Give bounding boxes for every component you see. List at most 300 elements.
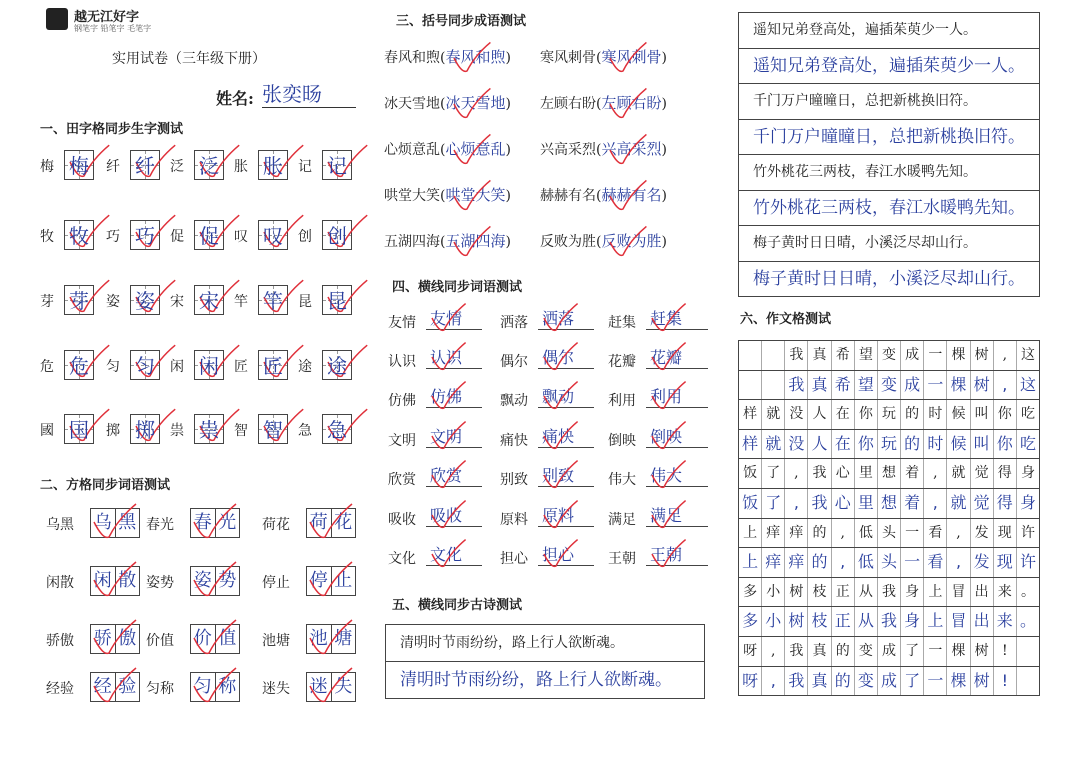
essay-cell: 我 [807,459,830,488]
paren-open: ( [596,234,602,250]
check-mark [652,343,686,370]
essay-cell: 叫 [970,400,993,429]
poem-handwritten-line: 千门万户曈曈日，总把新桃换旧符。 [739,119,1039,155]
essay-cell: 想 [877,489,900,518]
essay-cell: 这 [1016,341,1039,370]
tian-cell [258,220,288,250]
handwritten-char: 记 [327,154,347,178]
essay-cell: 人 [807,430,830,459]
written-line: 飘动 [538,384,594,408]
tian-cell [130,285,160,315]
essay-cell: 树 [970,667,993,696]
section4-title: 四、横线同步词语测试 [392,280,523,295]
handwritten-char: 姿 [193,570,212,591]
essay-cell: ! [993,637,1016,666]
check-mark [610,226,646,255]
printed-char: 泛 [170,159,184,175]
check-mark [652,304,686,331]
handwritten-char: 胀 [263,154,283,178]
handwritten-char: 牧 [69,224,89,248]
essay-cell: 枝 [807,578,830,607]
check-mark [454,226,490,255]
printed-idiom: 春风和煦 [384,50,440,66]
tian-cell [130,414,160,444]
check-mark [432,501,466,528]
essay-cell: 小 [761,578,784,607]
essay-cell: 变 [854,667,877,696]
handwritten-char: 国 [69,418,89,442]
essay-cell: 了 [900,667,923,696]
essay-cell: 成 [900,371,923,400]
essay-cell: 了 [900,637,923,666]
handwritten-char: 乌 [93,512,112,533]
essay-cell: 我 [784,341,807,370]
handwritten-char: 经 [93,676,112,697]
essay-cell: , [993,341,1016,370]
essay-cell: 样 [742,433,759,453]
tian-cell [194,350,224,380]
check-mark [544,540,578,567]
essay-cell: 树 [970,637,993,666]
printed-char: 梅 [40,159,54,175]
poem-handwritten-line: 清明时节雨纷纷，路上行人欲断魂。 [386,661,704,698]
essay-cell: , [946,519,969,548]
section1-title: 一、田字格同步生字测试 [40,122,184,137]
essay-cell: 望 [854,371,877,400]
essay-cell: 上 [923,578,946,607]
essay-cell: 正 [831,578,854,607]
essay-cell: 出 [970,607,993,636]
check-mark [544,382,578,409]
handwritten-char: 促 [199,224,219,248]
printed-word: 利用 [608,393,636,409]
essay-cell: 候 [946,400,969,429]
essay-cell: 在 [831,400,854,429]
handwritten-char: 危 [69,354,89,378]
essay-cell: 发 [970,519,993,548]
essay-cell: 这 [1016,371,1039,400]
printed-char: 记 [298,159,312,175]
essay-cell: 一 [923,341,946,370]
paren-close: ) [661,50,667,66]
printed-char: 竿 [234,294,248,310]
printed-char: 掷 [106,423,120,439]
handwritten-idiom: 哄堂大笑 [445,186,506,204]
essay-cell: 真 [807,667,830,696]
name-value: 张奕旸 [262,78,356,108]
check-mark [432,382,466,409]
handwritten-char: 竿 [263,289,283,313]
essay-cell: 头 [877,548,900,577]
essay-cell: 我 [807,489,830,518]
paren-close: ) [661,234,667,250]
essay-cell: 你 [993,430,1016,459]
printed-char: 闲 [170,359,184,375]
paren-close: ) [661,96,667,112]
essay-cell: 多 [742,611,759,631]
written-line: 洒落 [538,306,594,330]
poem-handwritten-line: 遥知兄弟登高处，遍插茱萸少一人。 [739,48,1039,84]
paren-open: ( [440,96,446,112]
paren-close: ) [661,142,667,158]
handwritten-idiom: 反败为胜 [601,232,662,250]
paren-close: ) [505,50,511,66]
handwritten-idiom: 寒风刺骨 [601,48,662,66]
printed-word: 花瓣 [608,354,636,370]
essay-cell: 上 [743,524,758,541]
essay-cell: 就 [761,400,784,429]
printed-char: 國 [40,423,54,439]
essay-cell: 呀 [743,642,758,659]
essay-cell: 吃 [1016,400,1039,429]
essay-cell: 身 [1016,489,1039,518]
printed-char: 纤 [106,159,120,175]
written-line: 别致 [538,463,594,487]
essay-cell: 一 [923,371,946,400]
essay-cell: 就 [946,489,969,518]
essay-cell: 痒 [784,548,807,577]
printed-idiom: 兴高采烈 [540,142,596,158]
check-mark [544,304,578,331]
essay-cell: 变 [877,371,900,400]
printed-idiom: 反败为胜 [540,234,596,250]
paren-open: ( [440,142,446,158]
essay-cell: 我 [784,667,807,696]
name-label: 姓名: [216,89,254,108]
essay-cell: 呀 [742,670,759,690]
essay-cell: 看 [923,519,946,548]
written-line: 赶集 [646,306,708,330]
printed-char: 叹 [234,229,248,245]
handwritten-char: 称 [215,673,240,701]
essay-cell: 。 [1016,578,1039,607]
tian-cell [194,285,224,315]
essay-cell: ! [993,667,1016,696]
essay-cell: 变 [854,637,877,666]
tian-cell [64,285,94,315]
essay-cell: 成 [877,637,900,666]
check-mark [454,180,490,209]
check-mark [652,540,686,567]
handwritten-char: 骄 [93,628,112,649]
handwritten-char: 姿 [135,289,155,313]
check-mark [432,304,466,331]
check-mark [610,134,646,163]
handwritten-char: 闲 [199,354,219,378]
handwritten-idiom: 冰天雪地 [445,94,506,112]
printed-char: 创 [298,229,312,245]
essay-cell: 希 [831,341,854,370]
check-mark [652,501,686,528]
printed-word: 认识 [388,354,416,370]
handwritten-char: 散 [115,567,140,595]
section3-title: 三、括号同步成语测试 [396,14,527,29]
essay-cell: , [993,371,1016,400]
essay-cell: 的 [807,548,830,577]
handwritten-char: 值 [215,625,240,653]
essay-cell: 里 [854,489,877,518]
essay-cell: 得 [993,489,1016,518]
essay-cell: 头 [877,519,900,548]
printed-char: 急 [298,423,312,439]
printed-word: 吸收 [388,512,416,528]
check-mark [610,180,646,209]
essay-cell: , [831,548,854,577]
tian-cell [194,414,224,444]
essay-cell: 身 [900,607,923,636]
poem-handwritten-line: 梅子黄时日日晴，小溪泛尽却山行。 [739,261,1039,297]
written-line: 满足 [646,503,708,527]
handwritten-idiom: 心烦意乱 [445,140,506,158]
handwritten-char: 迷 [309,676,328,697]
check-mark [310,562,352,595]
essay-cell: 的 [807,519,830,548]
printed-word: 伟大 [608,472,636,488]
essay-cell: 来 [993,578,1016,607]
essay-cell: , [923,459,946,488]
tian-cell [130,220,160,250]
essay-cell: 成 [877,667,900,696]
essay-cell: 得 [993,459,1016,488]
brand-subtitle: 钢笔字 铅笔字 毛笔字 [74,24,152,33]
printed-char: 危 [40,359,54,375]
check-mark [94,620,136,653]
written-line: 花瓣 [646,345,708,369]
essay-cell: 痒 [761,519,784,548]
essay-cell: 你 [854,400,877,429]
essay-cell: 玩 [877,400,900,429]
printed-char: 智 [234,423,248,439]
written-line: 伟大 [646,463,708,487]
printed-idiom: 寒风刺骨 [540,50,596,66]
essay-cell: 现 [993,519,1016,548]
printed-char: 巧 [106,229,120,245]
essay-cell: 许 [1016,519,1039,548]
handwritten-char: 止 [331,567,356,595]
check-mark [544,501,578,528]
check-mark [94,504,136,537]
essay-cell: 我 [784,637,807,666]
check-mark [432,461,466,488]
printed-idiom: 左顾右盼 [540,96,596,112]
handwritten-char: 巧 [135,224,155,248]
essay-cell: 从 [854,578,877,607]
printed-word: 停止 [262,575,290,591]
handwritten-char: 傲 [115,625,140,653]
check-mark [94,668,136,701]
printed-word: 文化 [388,551,416,567]
check-mark [454,134,490,163]
check-mark [310,668,352,701]
check-mark [310,504,352,537]
handwritten-char: 途 [327,354,347,378]
handwritten-char: 光 [215,509,240,537]
printed-word: 春光 [146,517,174,533]
essay-cell: 正 [831,607,854,636]
essay-cell: 。 [1016,607,1039,636]
printed-word: 价值 [146,633,174,649]
tian-cell [194,220,224,250]
handwritten-idiom: 赫赫有名 [601,186,662,204]
essay-cell: 成 [900,341,923,370]
essay-cell: 低 [854,548,877,577]
essay-cell: 时 [923,430,946,459]
essay-cell: 我 [784,371,807,400]
tian-cell [64,150,94,180]
paren-open: ( [440,50,446,66]
printed-word: 荷花 [262,517,290,533]
essay-cell: 觉 [970,489,993,518]
printed-word: 赶集 [608,315,636,331]
essay-cell: 玩 [877,430,900,459]
poem-printed-line: 遥知兄弟登高处，遍插茱萸少一人。 [753,22,977,38]
essay-cell: 树 [784,607,807,636]
printed-word: 乌黑 [46,517,74,533]
essay-cell: 的 [831,637,854,666]
tian-cell [64,414,94,444]
written-line: 文化 [426,542,482,566]
handwritten-char: 祟 [199,418,219,442]
essay-cell: 上 [742,552,759,572]
poem-printed-line: 竹外桃花三两枝，春江水暖鸭先知。 [739,154,1039,190]
handwritten-char: 宋 [199,289,219,313]
printed-char: 芽 [40,294,54,310]
handwritten-char: 创 [327,224,347,248]
essay-cell: 棵 [946,637,969,666]
printed-word: 池塘 [262,633,290,649]
essay-cell: 样 [743,406,758,423]
handwritten-char: 匀 [193,676,212,697]
printed-word: 姿势 [146,575,174,591]
check-mark [610,88,646,117]
handwritten-char: 闲 [93,570,112,591]
paren-open: ( [596,50,602,66]
essay-cell: 发 [970,548,993,577]
essay-cell: 我 [877,578,900,607]
essay-cell: , [784,459,807,488]
check-mark [454,88,490,117]
paren-close: ) [505,96,511,112]
section2-title: 二、方格同步词语测试 [40,478,171,493]
printed-word: 飘动 [500,393,528,409]
essay-cell: 心 [831,459,854,488]
written-line: 原料 [538,503,594,527]
printed-word: 文明 [388,433,416,449]
essay-cell: 着 [900,489,923,518]
check-mark [194,620,236,653]
essay-cell: 真 [807,637,830,666]
essay-cell: 来 [993,607,1016,636]
poem-handwritten-line: 竹外桃花三两枝，春江水暖鸭先知。 [739,190,1039,226]
check-mark [432,422,466,449]
essay-cell: 没 [784,400,807,429]
printed-char: 匠 [234,359,248,375]
printed-char: 宋 [170,294,184,310]
printed-char: 匀 [106,359,120,375]
essay-cell: 我 [877,607,900,636]
printed-word: 偶尔 [500,354,528,370]
check-mark [94,562,136,595]
tian-cell [322,350,352,380]
printed-word: 仿佛 [388,393,416,409]
essay-cell: 的 [831,667,854,696]
handwritten-char: 花 [331,509,356,537]
handwritten-idiom: 左顾右盼 [601,94,662,112]
brand-name: 越无江好字 [74,10,140,25]
printed-word: 友情 [388,315,416,331]
handwritten-char: 纤 [135,154,155,178]
printed-idiom: 冰天雪地 [384,96,440,112]
check-mark [432,343,466,370]
written-line: 偶尔 [538,345,594,369]
essay-cell: 时 [923,400,946,429]
essay-cell: 从 [854,607,877,636]
essay-cell: , [946,548,969,577]
essay-cell: 望 [854,341,877,370]
paren-close: ) [505,188,511,204]
written-line: 文明 [426,424,482,448]
check-mark [652,422,686,449]
tian-cell [130,150,160,180]
handwritten-char: 昆 [327,289,347,313]
essay-cell: 就 [946,459,969,488]
essay-cell: 候 [946,430,969,459]
essay-cell: 痒 [761,548,784,577]
essay-cell: 觉 [970,459,993,488]
essay-cell: 看 [923,548,946,577]
handwritten-char: 匀 [135,354,155,378]
check-mark [454,42,490,71]
handwritten-char: 梅 [69,154,89,178]
essay-cell: 出 [970,578,993,607]
essay-cell: 现 [993,548,1016,577]
printed-char: 胀 [234,159,248,175]
essay-cell: 身 [900,578,923,607]
written-line: 吸收 [426,503,482,527]
essay-cell: 棵 [946,371,969,400]
essay-cell: 一 [900,519,923,548]
written-line: 认识 [426,345,482,369]
printed-word: 经验 [46,681,74,697]
essay-cell: , [784,489,807,518]
handwritten-char: 匠 [263,354,283,378]
handwritten-char: 塘 [331,625,356,653]
tian-cell [258,285,288,315]
essay-cell: 你 [993,400,1016,429]
handwritten-char: 验 [115,673,140,701]
check-mark [652,382,686,409]
essay-cell: 了 [761,459,784,488]
printed-word: 痛快 [500,433,528,449]
essay-cell: 叫 [970,430,993,459]
printed-idiom: 心烦意乱 [384,142,440,158]
tian-cell [64,350,94,380]
essay-cell: 树 [970,341,993,370]
tian-cell [64,220,94,250]
printed-word: 倒映 [608,433,636,449]
tian-cell [194,150,224,180]
printed-word: 担心 [500,551,528,567]
handwritten-idiom: 五湖四海 [445,232,506,250]
check-mark [194,668,236,701]
paren-open: ( [596,96,602,112]
handwritten-char: 黑 [115,509,140,537]
check-mark [544,422,578,449]
handwritten-char: 停 [309,570,328,591]
tian-cell [130,350,160,380]
check-mark [544,461,578,488]
essay-cell: 上 [923,607,946,636]
